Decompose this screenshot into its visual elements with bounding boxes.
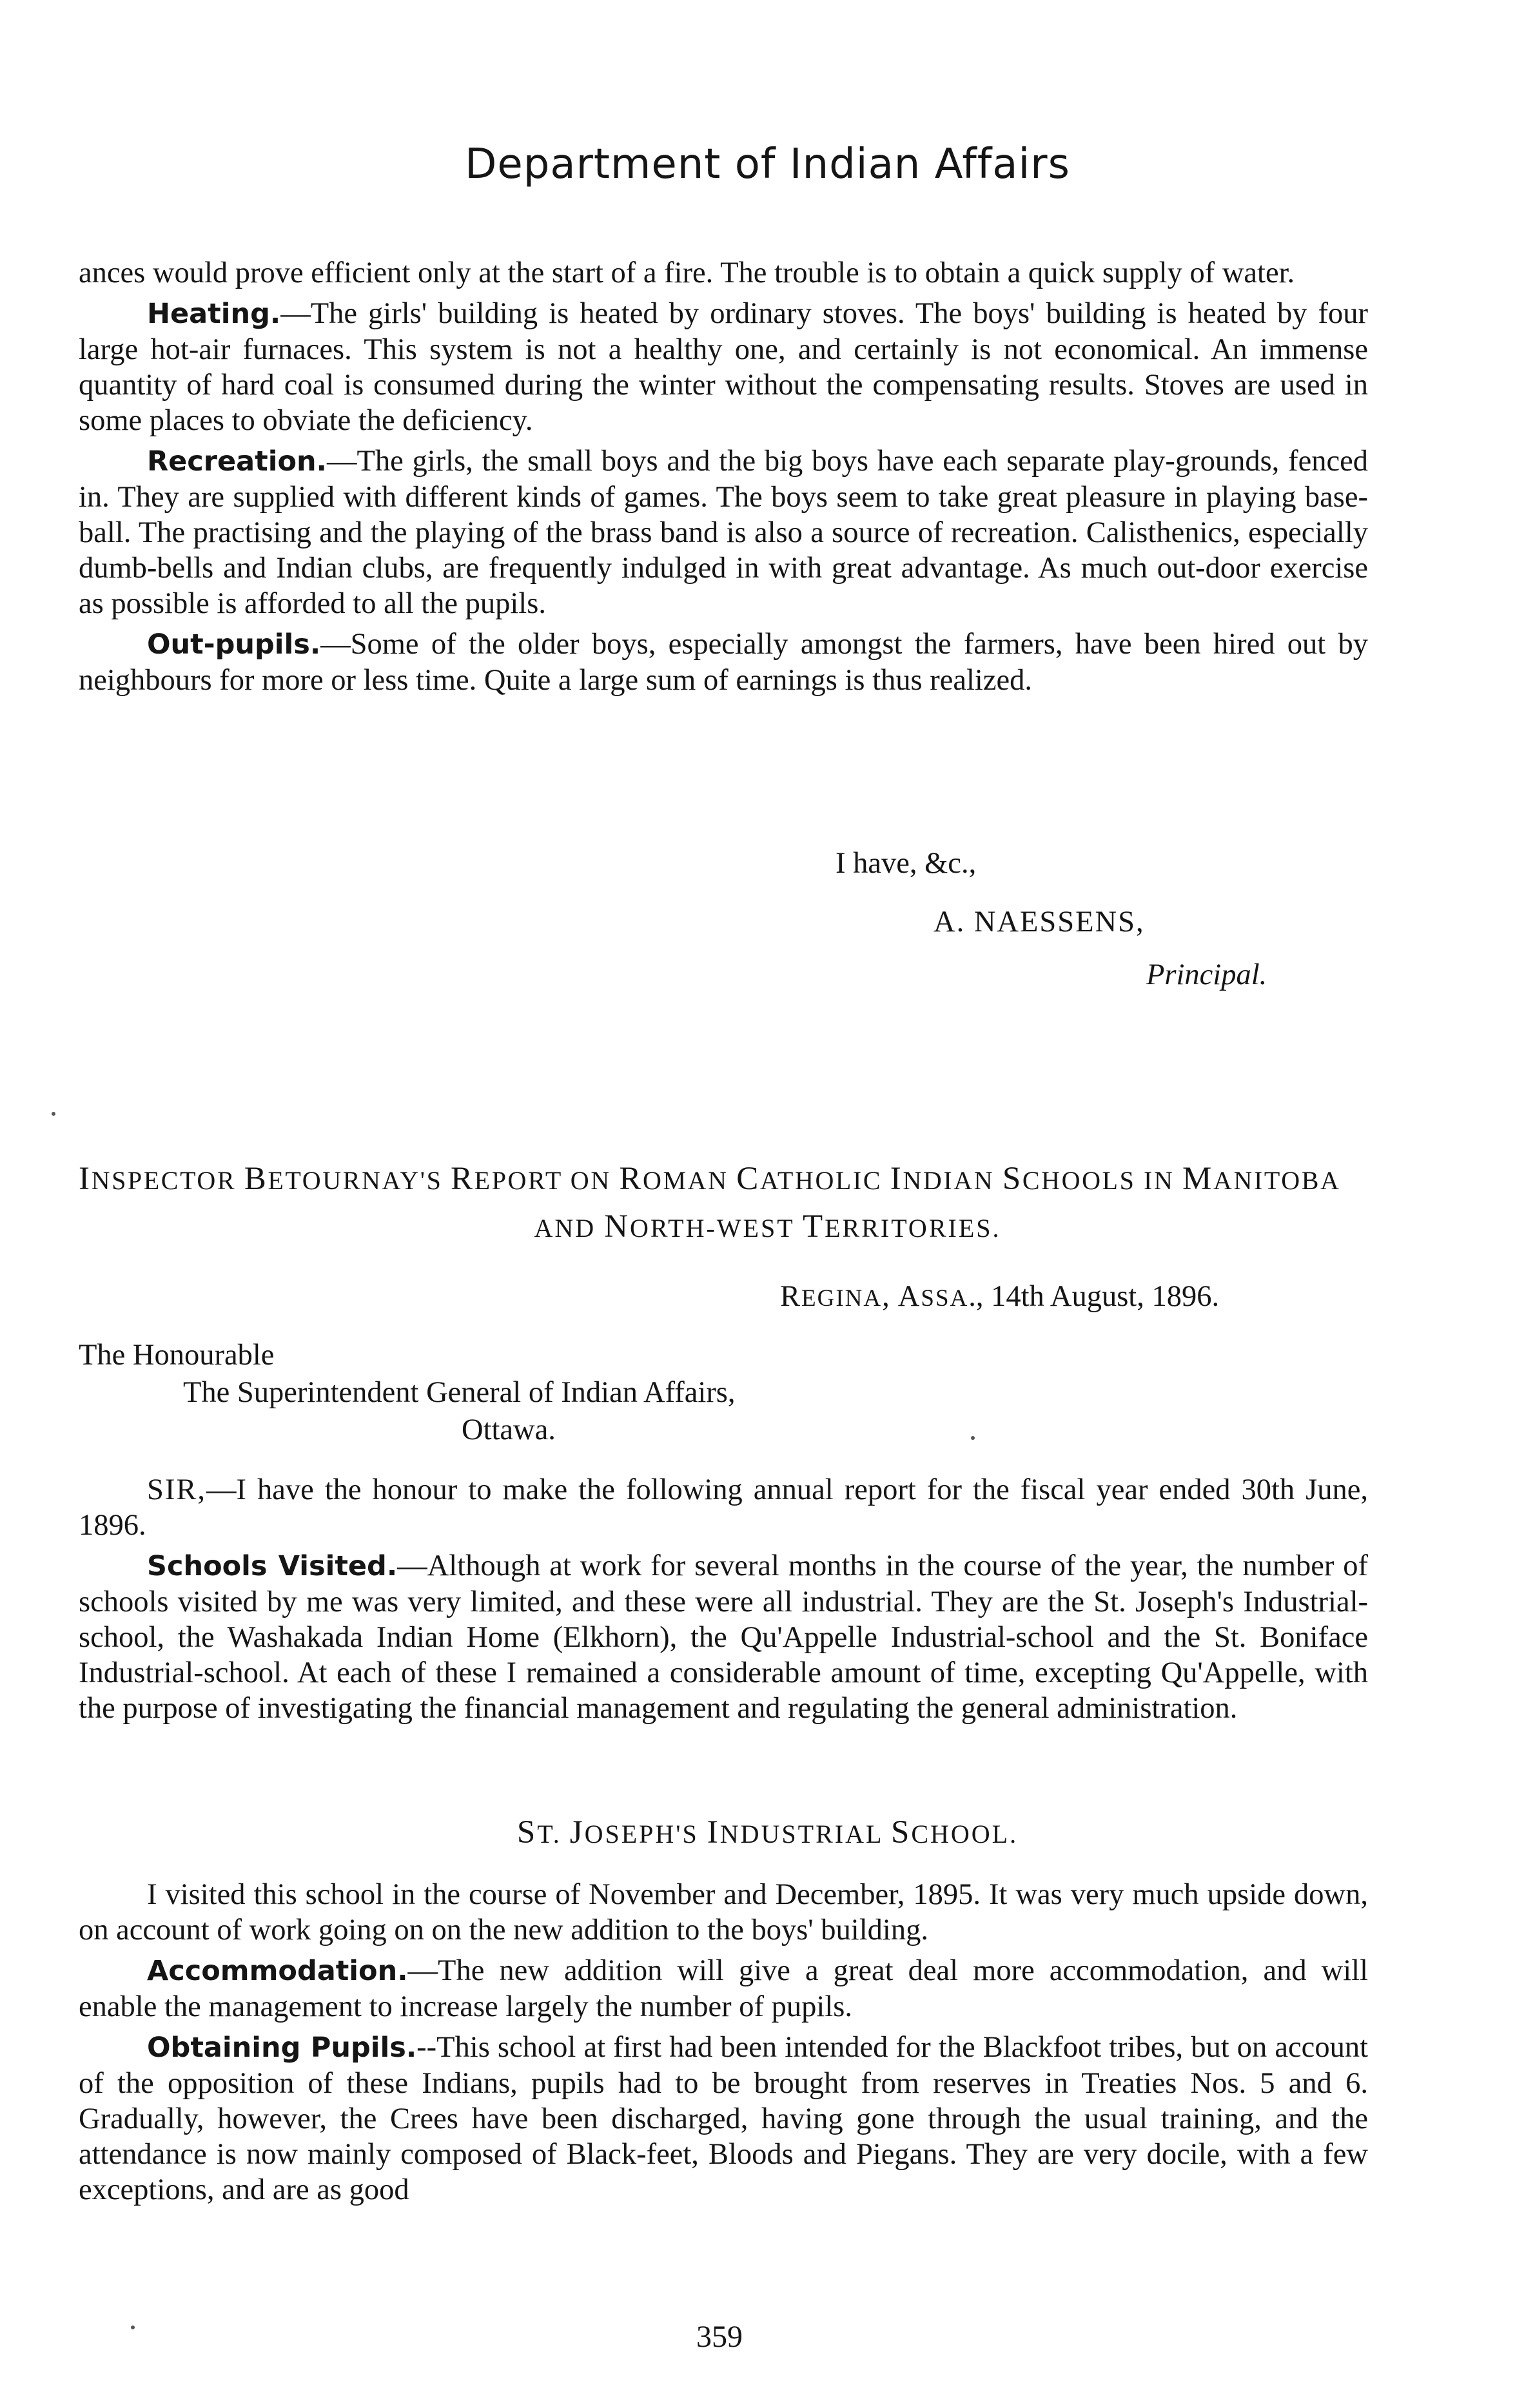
title-text: ETOURNAY'S [268,1166,451,1195]
paragraph-recreation [79,443,1368,621]
title-text: ANITOBA [1213,1166,1341,1195]
signature-name: A. NAESSENS, [934,906,1145,938]
speck-mark [971,1436,975,1440]
signature-title: Principal. [1146,958,1267,991]
title-cap: B [244,1161,268,1197]
title-cap: R [451,1161,474,1197]
heading-text: T. [537,1820,570,1849]
heading-cap: S [890,1814,912,1850]
heading-cap: I [707,1814,720,1850]
title-text: CHOOLS IN [1022,1166,1183,1195]
paragraph-schools-visited [79,1548,1368,1726]
salutation: SIR, [147,1473,206,1506]
title-cap: M [1182,1161,1213,1197]
title-text: EPORT ON [474,1166,620,1195]
heading-text: NDUSTRIAL [719,1820,891,1849]
dateline-cap: , [882,1280,891,1313]
dateline-cap: A [890,1280,921,1313]
title-cap: C [736,1161,760,1197]
dateline-text: SSA [921,1285,969,1312]
paragraph-text: —The girls' building is heated by ordinary stoves. The boys' building is heated by four large hot-air furnaces. This system is not a healthy one, and certainly is not economical. An immense quantity of hard coal is consumed during the winter without the compensating results. Stoves are used in some places to obviate the deficiency. [79,297,1368,437]
paragraph-text: —Although at work for several months in the course of the year, the number of schools visited by me was very limited, and these were all industrial. They are the St. Joseph's Industrial-school, the Washakada Indian Home (Elkhorn), the Qu'Appelle Industrial-school and the St. Boniface Industrial-school. At each of these I remained a considerable amount of time, excepting Qu'Appelle, with the purpose of investigating the financial management and regulating the general administration. [79,1549,1368,1725]
title-text: ATHOLIC [759,1166,890,1195]
address-line-2: The Superintendent General of Indian Affairs, [183,1376,736,1409]
closing-line: I have, &c., [836,847,977,880]
paragraph-out-pupils [79,626,1368,698]
running-header: Department of Indian Affairs [465,141,1070,188]
dateline-place [780,1280,968,1313]
continuation-paragraph: ances would prove efficient only at the start of a fire. The trouble is to obtain a quick supply of water. [79,257,1295,289]
speck-mark [52,1112,55,1116]
report-title-line-2 [0,1208,1535,1245]
run-in-heading: Out-pupils. [147,628,321,661]
report-body [79,1472,1368,1726]
page-number: 359 [696,2320,743,2354]
title-text: ORTH-WEST [630,1214,803,1243]
title-text: NDIAN [903,1166,1002,1195]
run-in-heading: Recreation. [147,445,327,478]
heading-cap: J [569,1814,585,1850]
title-cap: S [1002,1161,1022,1197]
paragraph-text: --This school at first had been intended for the Blackfoot tribes, but on account of the opposition of these Indians, pupils had to be brought from reserves in Treaties Nos. 5 and 6. Gradually, however, the Crees have been discharged, having gone through the usual training, and the attendance is now mainly composed of Black-feet, Bloods and Piegans. They are very docile, with a few exceptions, and are as good [79,2031,1368,2206]
run-in-heading: Accommodation. [147,1955,408,1987]
heading-text: OSEPH'S [584,1820,707,1849]
title-cap: T [802,1209,825,1245]
paragraph-text: —Some of the older boys, especially amongst the farmers, have been hired out by neighbours for more or less time. Quite a large sum of earnings is thus realized. [79,628,1368,697]
dateline [780,1279,1219,1314]
heading-text: CHOOL. [911,1820,1019,1849]
title-cap: I [890,1161,903,1197]
report-title-line-1 [79,1160,1368,1198]
section-body [79,1877,1368,2208]
title-cap: R [619,1161,643,1197]
title-text: AND [534,1214,605,1243]
run-in-heading: Heating. [147,298,281,330]
paragraph-obtaining-pupils [79,2030,1368,2208]
run-in-heading: Schools Visited. [147,1550,398,1582]
title-text: NSPECTOR [91,1166,244,1195]
title-text: ERRITORIES. [825,1214,1001,1243]
paragraph-heating [79,296,1368,438]
title-cap: I [79,1161,92,1197]
paragraph-text: —The new addition will give a great deal more accommodation, and will enable the management to increase largely the number of pupils. [79,1954,1368,2023]
dateline-date: ., 14th August, 1896. [968,1280,1220,1313]
speck-mark [131,2325,135,2329]
title-text: OMAN [643,1166,737,1195]
dateline-cap: R [780,1280,802,1313]
dateline-text: EGINA [801,1285,883,1312]
section-heading [0,1814,1535,1851]
paragraph-text: —The girls, the small boys and the big boys have each separate play-grounds, fenced in. They are supplied with different kinds of games. The boys seem to take great pleasure in playing base-ball. The practising and the playing of the brass band is also a source of recreation. Calisthenics, especially dumb-bells and Indian clubs, are frequently indulged in with great advantage. As much out-door exercise as possible is afforded to all the pupils. [79,445,1368,620]
salutation-paragraph [79,1472,1368,1543]
paragraph-text: —I have the honour to make the following annual report for the fiscal year ended 30th June, 1896. [79,1473,1368,1542]
address-line-3: Ottawa. [462,1413,556,1446]
run-in-heading: Obtaining Pupils. [147,2032,417,2064]
top-section [79,255,1368,698]
paragraph-accommodation [79,1953,1368,2024]
paragraph-text: I visited this school in the course of November and December, 1895. It was very much upside down, on account of work going on on the new addition to the boys' building. [79,1878,1368,1947]
paragraph-visit [79,1877,1368,1948]
title-cap: N [604,1209,630,1245]
address-line-1: The Honourable [79,1339,275,1372]
heading-cap: S [516,1814,538,1850]
